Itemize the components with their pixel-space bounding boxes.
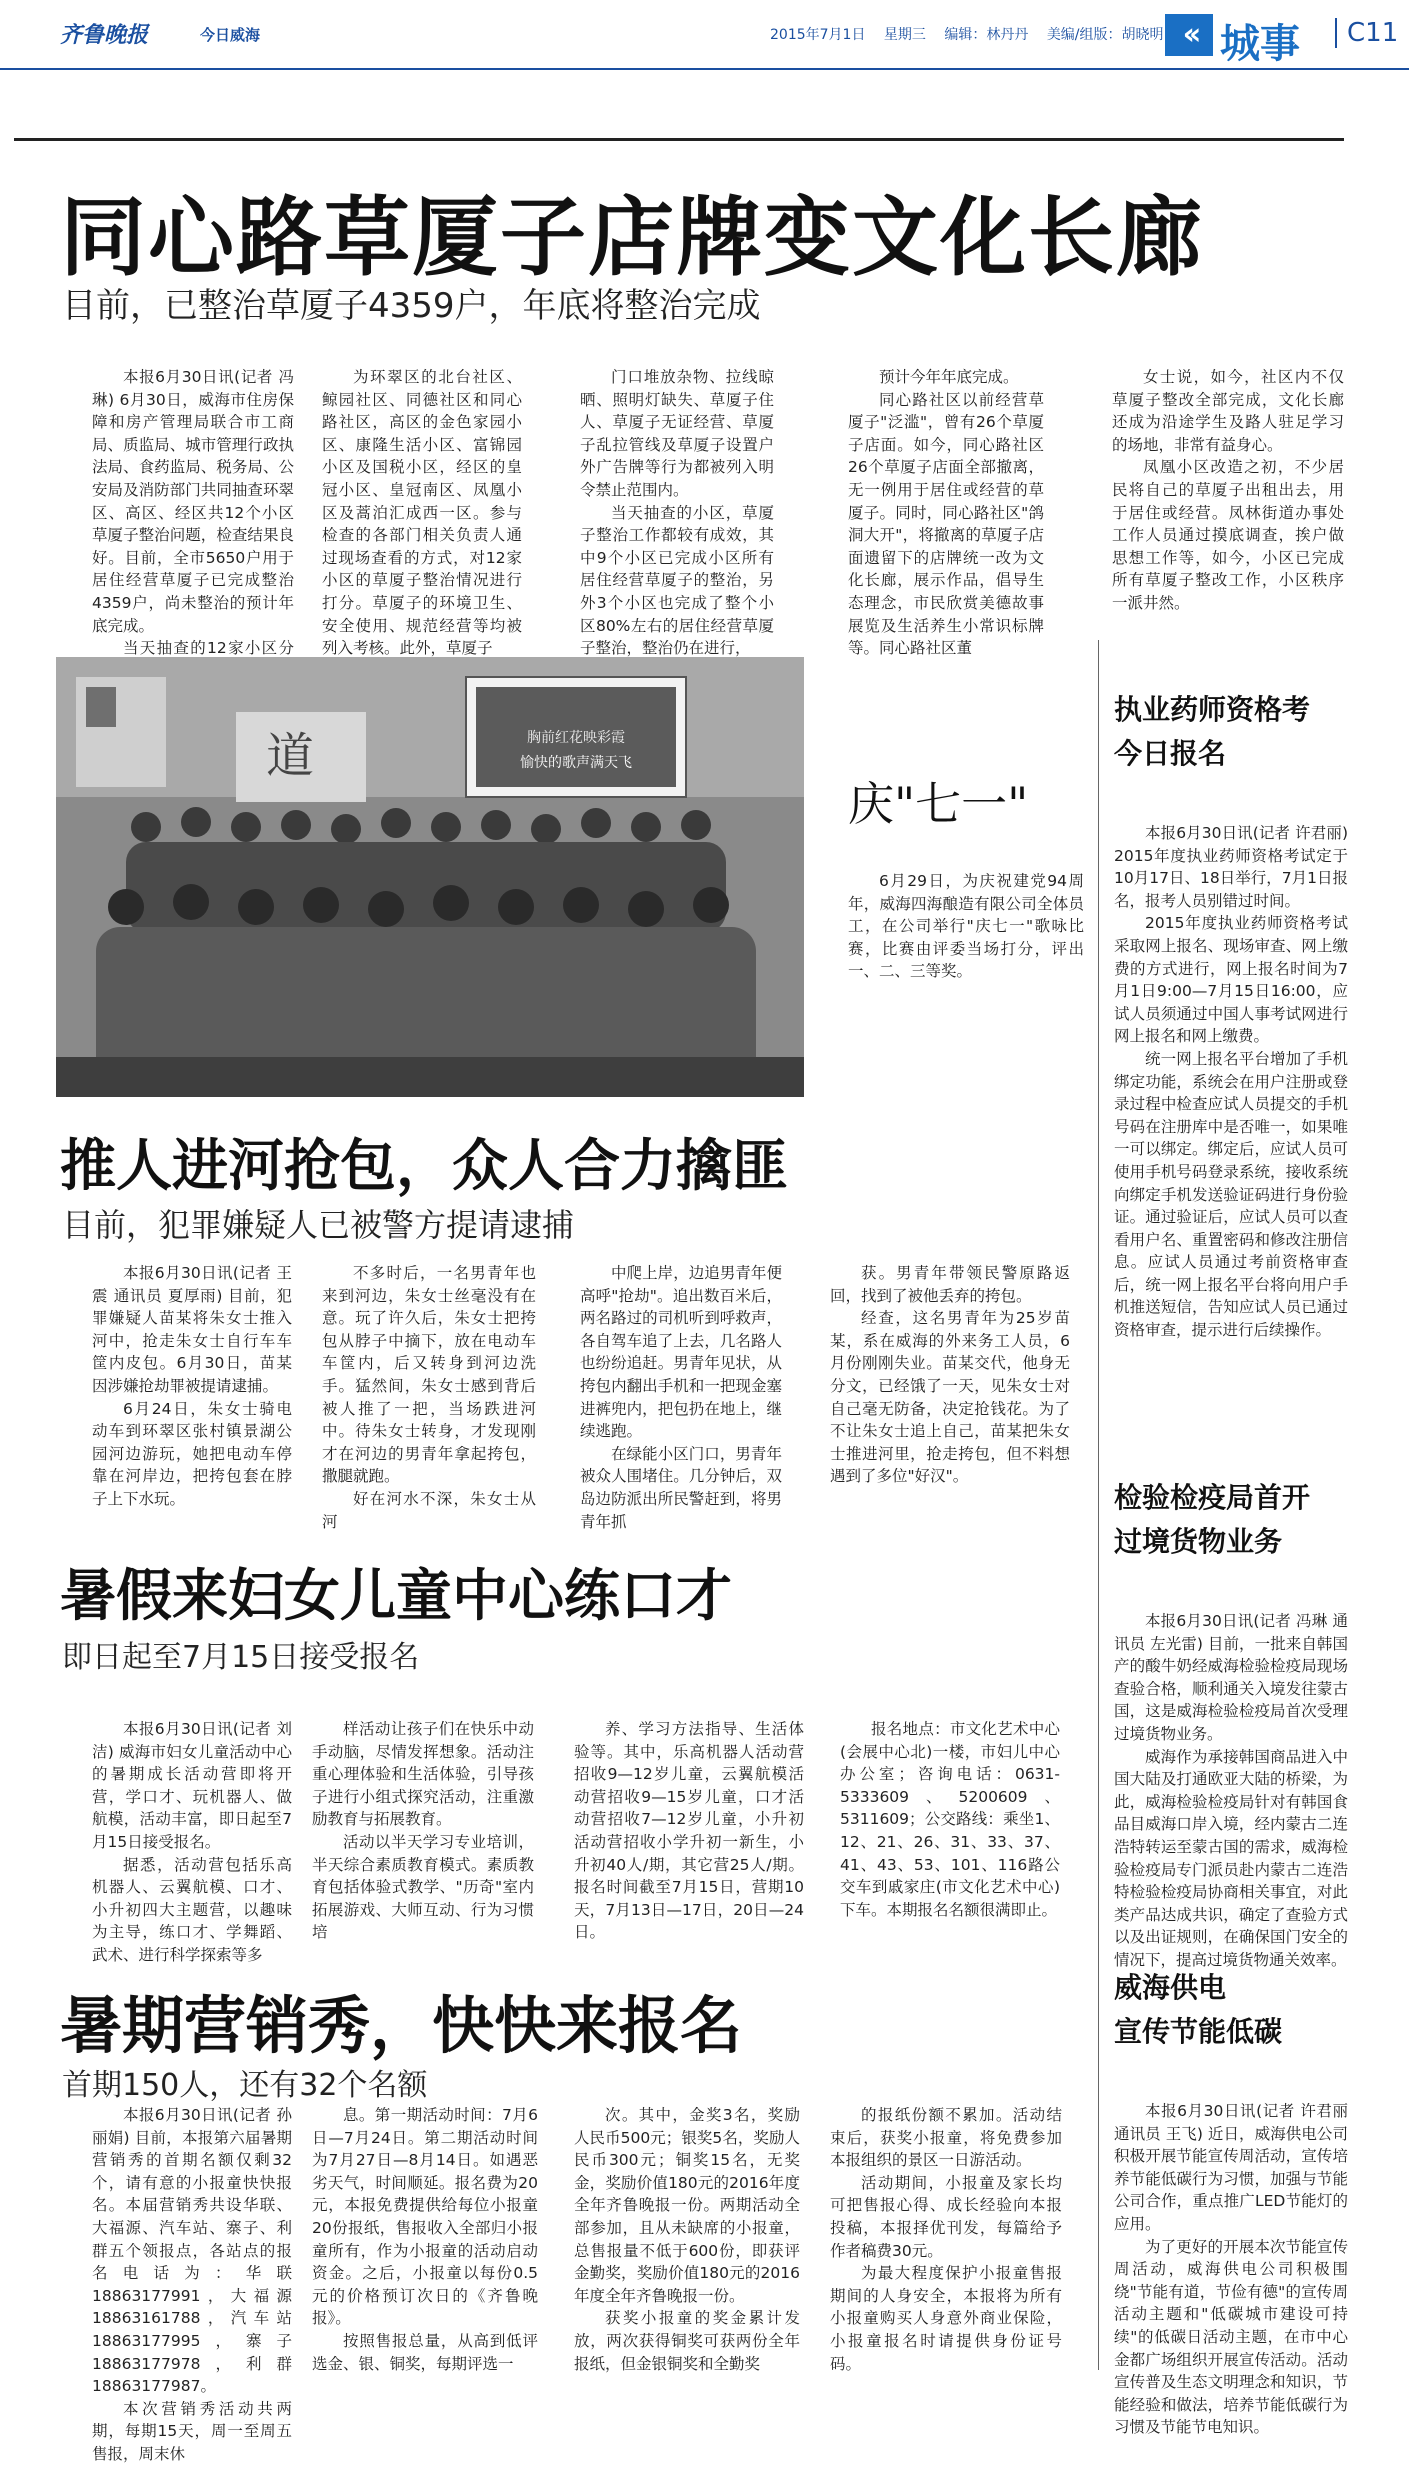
edition-name: 今日威海 bbox=[200, 26, 261, 44]
article-column: 样活动让孩子们在快乐中动手动脑，尽情发挥想象。活动注重心理体验和生活体验，引导孩子进行小组式探究活动，注重激励教育与拓展教育。 活动以半天学习专业培训，半天综合素质教育模式。素质教育包括体验式教学、"历奇"室内拓展游戏、大师互动、行为习惯培 bbox=[312, 1720, 534, 1942]
photo-caption-title: 庆"七一" bbox=[848, 777, 1029, 831]
sidebar-title-line: 检验检疫局首开 bbox=[1114, 1481, 1311, 1514]
masthead bbox=[0, 0, 1409, 70]
article-column: 报名地点：市文化艺术中心(会展中心北)一楼，市妇儿中心办公室；咨询电话：0631-5333609、5200609、5311609；公交路线：乘坐1、12、21、26、31、33、37、41、43、53、101、116路公交车到戚家庄(市文化艺术中心)下车。本期报名名额很满即止。 bbox=[840, 1720, 1060, 1919]
issue-date: 2015年7月1日 bbox=[770, 27, 866, 43]
article-title: 同心路草厦子店牌变文化长廊 bbox=[60, 188, 1204, 288]
article-column: 女士说，如今，社区内不仅草厦子整改全部完成，文化长廊还成为沿途学生及路人驻足学习的场地，非常有益身心。 凤凰小区改造之初，不少居民将自己的草厦子出租出去，用于居住或经营。凤林街道办事处工作人员通过摸底调查，挨户做思想工作等，如今，小区已完成所有草厦子整改工作，小区秩序一派井然。 bbox=[1112, 368, 1344, 612]
sidebar-title-line: 威海供电 bbox=[1114, 1971, 1227, 2004]
choir-photo-image bbox=[56, 657, 804, 1097]
masthead-rule bbox=[0, 68, 1409, 70]
top-divider bbox=[14, 138, 1344, 141]
article-title: 推人进河抢包，众人合力擒匪 bbox=[60, 1134, 788, 1199]
article-column: 预计今年年底完成。 同心路社区以前经营草厦子"泛滥"，曾有26个草厦子店面。如今，同心路社区26个草厦子店面全部撤离，无一例用于居住或经营的草厦子。同时，同心路社区"鸽洞大开"，将撤离的草厦子店面遗留下的店牌统一改为文化长廊，展示作品，倡导生态理念，市民欣赏美德故事展览及生活养生小常识标牌等。同心路社区董 bbox=[848, 368, 1044, 658]
sidebar-title-line: 今日报名 bbox=[1114, 737, 1227, 770]
photo-caption-text: 6月29日，为庆祝建党94周年，威海四海酿造有限公司全体员工，在公司举行"庆七一"歌咏比赛，比赛由评委当场打分，评出一、二、三等奖。 bbox=[848, 872, 1084, 981]
article-column: 不多时后，一名男青年也来到河边，朱女士丝毫没有在意。玩了许久后，朱女士把挎包从脖子中摘下，放在电动车车筐内，后又转身到河边洗手。猛然间，朱女士感到背后被人推了一把，当场跌进河中。待朱女士转身，才发现刚才在河边的男青年拿起挎包，撒腿就跑。 好在河水不深，朱女士从河 bbox=[322, 1264, 536, 1531]
double-chevron-left-icon: ‹‹ bbox=[1165, 14, 1213, 56]
article-subtitle: 即日起至7月15日接受报名 bbox=[62, 1640, 420, 1675]
sidebar-title-line: 宣传节能低碳 bbox=[1114, 2015, 1283, 2048]
article-subtitle: 目前，犯罪嫌疑人已被警方提请逮捕 bbox=[62, 1206, 575, 1244]
screen-text-1: 胸前红花映彩霞 bbox=[527, 730, 625, 746]
sidebar-item-title bbox=[1114, 1476, 1310, 1564]
sidebar-item-body: 本报6月30日讯(记者 冯琳 通讯员 左光雷) 目前，一批来自韩国产的酸牛奶经威海检验检疫局现场查验合格，顺利通关入境发往蒙古国，这是威海检验检疫局首次受理过境货物业务。 威海作为承接韩国商品进入中国大陆及打通欧亚大陆的桥梁，为此，威海检验检疫局针对有韩国食品目威海口岸入境，经内蒙古二连浩特转运至蒙古国的需求，威海检验检疫局专门派员赴内蒙古二连浩特检验检疫局协商相关事宜，对此类产品达成共识，确定了查验方式以及出证规则，在确保国门安全的情况下，提高过境货物通关效率。 bbox=[1114, 1612, 1348, 1969]
news-photo bbox=[56, 657, 804, 1097]
article-column: 获。男青年带领民警原路返回，找到了被他丢弃的挎包。 经查，这名男青年为25岁苗某，系在威海的外来务工人员，6月份刚刚失业。苗某交代，他身无分文，已经饿了一天，见朱女士对自己毫无防备，决定抢钱花。为了不让朱女士追上自己，苗某把朱女士推进河里，抢走挎包，但不料想遇到了多位"好汉"。 bbox=[830, 1264, 1070, 1486]
article-subtitle: 目前，已整治草厦子4359户，年底将整治完成 bbox=[62, 286, 761, 326]
article-column: 养、学习方法指导、生活体验等。其中，乐高机器人活动营招收9—12岁儿童，云翼航模活动营招收9—15岁儿童，口才活动营招收7—12岁儿童，小升初活动营招收小学升初一新生，小升初40人/期，其它营25人/期。报名时间截至7月15日，营期10天，7月13日—17日，20日—24日。 bbox=[574, 1720, 804, 1942]
article-column: 本报6月30日讯(记者 王震 通讯员 夏厚雨) 目前，犯罪嫌疑人苗某将朱女士推入河中，抢走朱女士自行车车筐内皮包。6月30日，苗某因涉嫌抢劫罪被提请逮捕。 6月24日，朱女士骑电动车到环翠区张村镇景湖公园河边游玩，她把电动车停靠在河岸边，把挎包套在脖子上下水玩。 bbox=[92, 1264, 292, 1508]
issue-info bbox=[770, 24, 1178, 44]
editor-credit: 编辑：林丹丹 bbox=[944, 27, 1029, 43]
article-column: 本报6月30日讯(记者 孙丽娟) 目前，本报第六届暑期营销秀的首期名额仅剩32个，请有意的小报童快快报名。本届营销秀共设华联、大福源、汽车站、寨子、利群五个领报点，各站点的报名电话为：华联18863177991，大福源18863161788，汽车站18863177995，寨子18863177978，利群18863177987。 本次营销秀活动共两期，每期15天，周一至周五售报，周末休 bbox=[92, 2106, 292, 2463]
sidebar-divider bbox=[1098, 640, 1099, 2370]
sidebar-item-body: 本报6月30日讯(记者 许君丽) 2015年度执业药师资格考试定于10月17日、18日举行，7月1日报名，报考人员别错过时间。 2015年度执业药师资格考试采取网上报名、现场审查、网上缴费的方式进行，网上报名时间为7月1日9:00—7月15日16:00，应试人员须通过中国人事考试网进行网上报名和网上缴费。 统一网上报名平台增加了手机绑定功能，系统会在用户注册或登录过程中检查应试人员提交的手机号码在注册库中是否唯一，如果唯一可以绑定。绑定后，应试人员可使用手机号码登录系统，接收系统向绑定手机发送验证码进行身份验证。通过验证后，应试人员可以查看用户名、重置密码和修改注册信息。应试人员通过考前资格审查后，统一网上报名平台将向用户手机推送短信，告知应试人员已通过资格审查，提示进行后续操作。 bbox=[1114, 824, 1348, 1340]
sidebar-title-line: 执业药师资格考 bbox=[1114, 693, 1311, 726]
sidebar-item-body: 本报6月30日讯(记者 许君丽 通讯员 王飞) 近日，威海供电公司积极开展节能宣传周活动，宣传培养节能低碳行为习惯，加强与节能公司合作，重点推广LED节能灯的应用。 为了更好的开展本次节能宣传周活动，威海供电公司积极围绕"节能有道，节俭有德"的宣传周活动主题和"低碳城市建设可持续"的低碳日活动主题，在市中心金都广场组织开展宣传活动。活动宣传普及生态文明理念和知识，节能经验和做法，培养节能低碳行为习惯及节能节电知识。 bbox=[1114, 2102, 1348, 2437]
article-column: 的报纸份额不累加。活动结束后，获奖小报童，将免费参加本报组织的景区一日游活动。 活动期间，小报童及家长均可把售报心得、成长经验向本报投稿，本报择优刊发，每篇给予作者稿费30元。 为最大程度保护小报童售报期间的人身安全，本报将为所有小报童购买人身意外商业保险，小报童报名时请提供身份证号码。 bbox=[830, 2106, 1062, 2373]
issue-weekday: 星期三 bbox=[883, 27, 926, 43]
sidebar-item-title bbox=[1114, 688, 1310, 776]
article-title: 暑期营销秀，快快来报名 bbox=[60, 1989, 743, 2062]
article-column: 次。其中，金奖3名，奖励人民币500元；银奖5名，奖励人民币300元；铜奖15名，无奖金，奖励价值180元的2016年度全年齐鲁晚报一份。两期活动全部参加，且从未缺席的小报童，总售报量不低于600份，即获评金勤奖，奖励价值180元的2016年度全年齐鲁晚报一份。 获奖小报童的奖金累计发放，两次获得铜奖可获两份全年报纸，但金银铜奖和全勤奖 bbox=[574, 2106, 800, 2373]
sidebar-item-title bbox=[1114, 1966, 1282, 2054]
design-credit: 美编/组版：胡晓明 bbox=[1046, 27, 1164, 43]
page-number: C11 bbox=[1335, 18, 1398, 48]
section-title: 城事 bbox=[1220, 21, 1300, 67]
article-column: 中爬上岸，边追男青年便高呼"抢劫"。追出数百米后，两名路过的司机听到呼救声，各自驾车追了上去，几名路人也纷纷追赶。男青年见状，从挎包内翻出手机和一把现金塞进裤兜内，把包扔在地上，继续逃跑。 在绿能小区门口，男青年被众人围堵住。几分钟后，双岛边防派出所民警赶到，将男青年抓 bbox=[580, 1264, 782, 1531]
article-column: 本报6月30日讯(记者 刘洁) 威海市妇女儿童活动中心的暑期成长活动营即将开营，学口才、玩机器人、做航模，活动丰富，即日起至7月15日接受报名。 据悉，活动营包括乐高机器人、云翼航模、口才、小升初四大主题营，以趣味为主导，练口才、学舞蹈、武术、进行科学探索等多 bbox=[92, 1720, 292, 1964]
poster-char: 道 bbox=[266, 728, 315, 784]
article-column: 为环翠区的北台社区、鲸园社区、同德社区和同心路社区，高区的金色家园小区、康隆生活小区、富锦园小区及国税小区，经区的皇冠小区、皇冠南区、凤凰小区及蒿泊汇成西一区。参与检查的各部门相关负责人通过现场查看的方式，对12家小区的草厦子整治情况进行打分。草厦子的环境卫生、安全使用、规范经营等均被列入考核。此外，草厦子 bbox=[322, 368, 522, 658]
article-subtitle: 首期150人，还有32个名额 bbox=[62, 2068, 428, 2103]
article-column: 门口堆放杂物、拉线晾晒、照明灯缺失、草厦子住人、草厦子无证经营、草厦子乱拉管线及草厦子设置户外广告牌等行为都被列入明令禁止范围内。 当天抽查的小区，草厦子整治工作都较有成效，其中9个小区已完成小区所有居住经营草厦子的整治，另外3个小区也完成了整个小区80%左右的居住经营草厦子整治，整治仍在进行， bbox=[580, 368, 774, 658]
newspaper-logo: 齐鲁晚报 bbox=[60, 22, 149, 48]
sidebar-title-line: 过境货物业务 bbox=[1114, 1525, 1283, 1558]
article-column: 息。第一期活动时间：7月6日—7月24日。第二期活动时间为7月27日—8月14日。如遇恶劣天气，时间顺延。报名费为20元，本报免费提供给每位小报童20份报纸，售报收入全部归小报童所有，作为小报童的活动启动资金。之后，小报童以每份0.5元的价格预订次日的《齐鲁晚报》。 按照售报总量，从高到低评选金、银、铜奖，每期评选一 bbox=[312, 2106, 538, 2373]
article-column: 本报6月30日讯(记者 冯琳) 6月30日，威海市住房保障和房产管理局联合市工商局、质监局、城市管理行政执法局、食药监局、税务局、公安局及消防部门共同抽查环翠区、高区、经区共12个小区草厦子整治问题，检查结果良好。目前，全市5650户用于居住经营草厦子已完成整治4359户，尚未整治的预计年底完成。 当天抽查的12家小区分 bbox=[92, 368, 294, 658]
screen-text-2: 愉快的歌声满天飞 bbox=[520, 755, 632, 771]
article-title: 暑假来妇女儿童中心练口才 bbox=[60, 1564, 732, 1629]
